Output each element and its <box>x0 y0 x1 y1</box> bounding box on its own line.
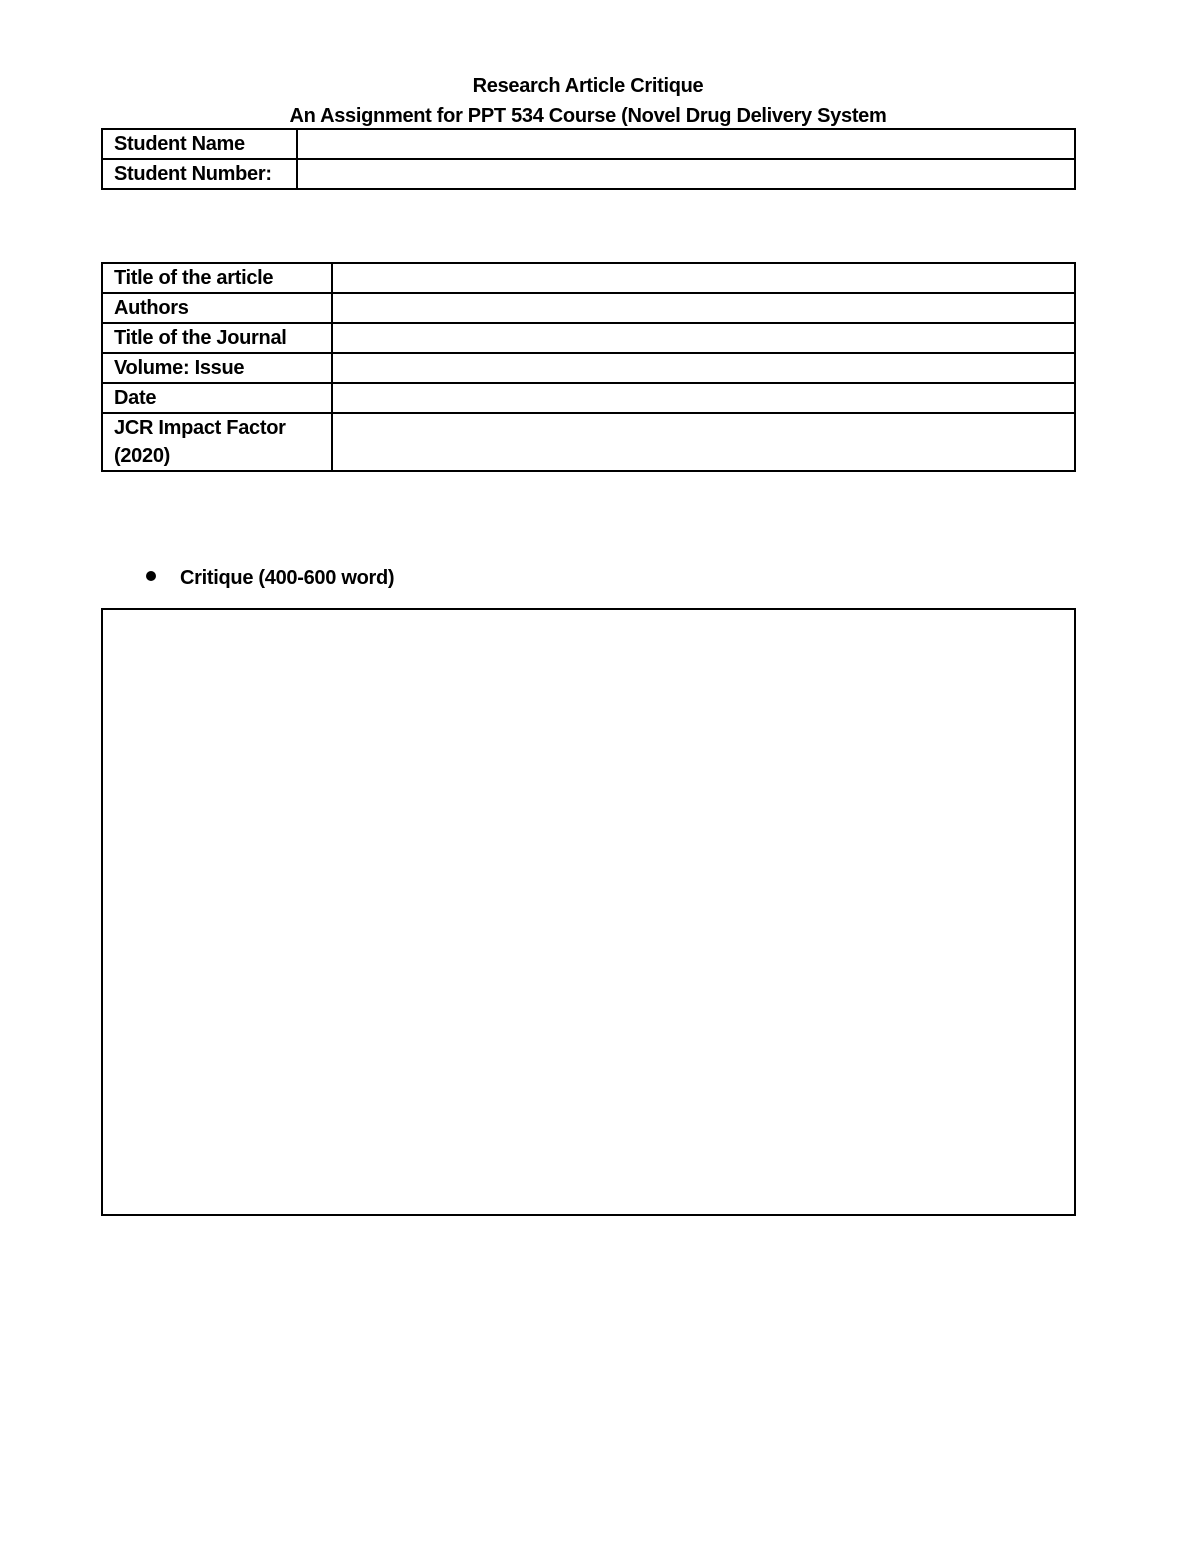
impact-factor-label-line1: JCR Impact Factor <box>114 417 286 439</box>
table-row <box>102 383 1075 413</box>
table-row <box>102 353 1075 383</box>
date-field[interactable] <box>332 383 1075 413</box>
table-row <box>102 323 1075 353</box>
critique-text-area[interactable] <box>101 608 1076 1216</box>
article-title-label: Title of the article <box>102 263 332 293</box>
impact-factor-label <box>102 413 332 471</box>
journal-title-field[interactable] <box>332 323 1075 353</box>
student-info-table <box>101 128 1076 190</box>
volume-issue-field[interactable] <box>332 353 1075 383</box>
table-row <box>102 159 1075 189</box>
critique-heading <box>146 563 394 593</box>
journal-title-label: Title of the Journal <box>102 323 332 353</box>
volume-issue-label: Volume: Issue <box>102 353 332 383</box>
bullet-icon <box>146 571 156 581</box>
table-row <box>102 263 1075 293</box>
article-title-field[interactable] <box>332 263 1075 293</box>
critique-label: Critique (400-600 word) <box>180 567 395 589</box>
student-name-field[interactable] <box>297 129 1075 159</box>
table-row <box>102 129 1075 159</box>
authors-field[interactable] <box>332 293 1075 323</box>
article-info-table <box>101 262 1076 472</box>
document-subtitle: An Assignment for PPT 534 Course (Novel Drug Delivery System <box>289 105 887 127</box>
date-label: Date <box>102 383 332 413</box>
student-name-label: Student Name <box>102 129 297 159</box>
document-title: Research Article Critique <box>472 75 704 97</box>
table-row <box>102 413 1075 471</box>
table-row <box>102 293 1075 323</box>
impact-factor-field[interactable] <box>332 413 1075 471</box>
impact-factor-label-line2: (2020) <box>114 445 171 467</box>
authors-label: Authors <box>102 293 332 323</box>
student-number-field[interactable] <box>297 159 1075 189</box>
student-number-label: Student Number: <box>102 159 297 189</box>
